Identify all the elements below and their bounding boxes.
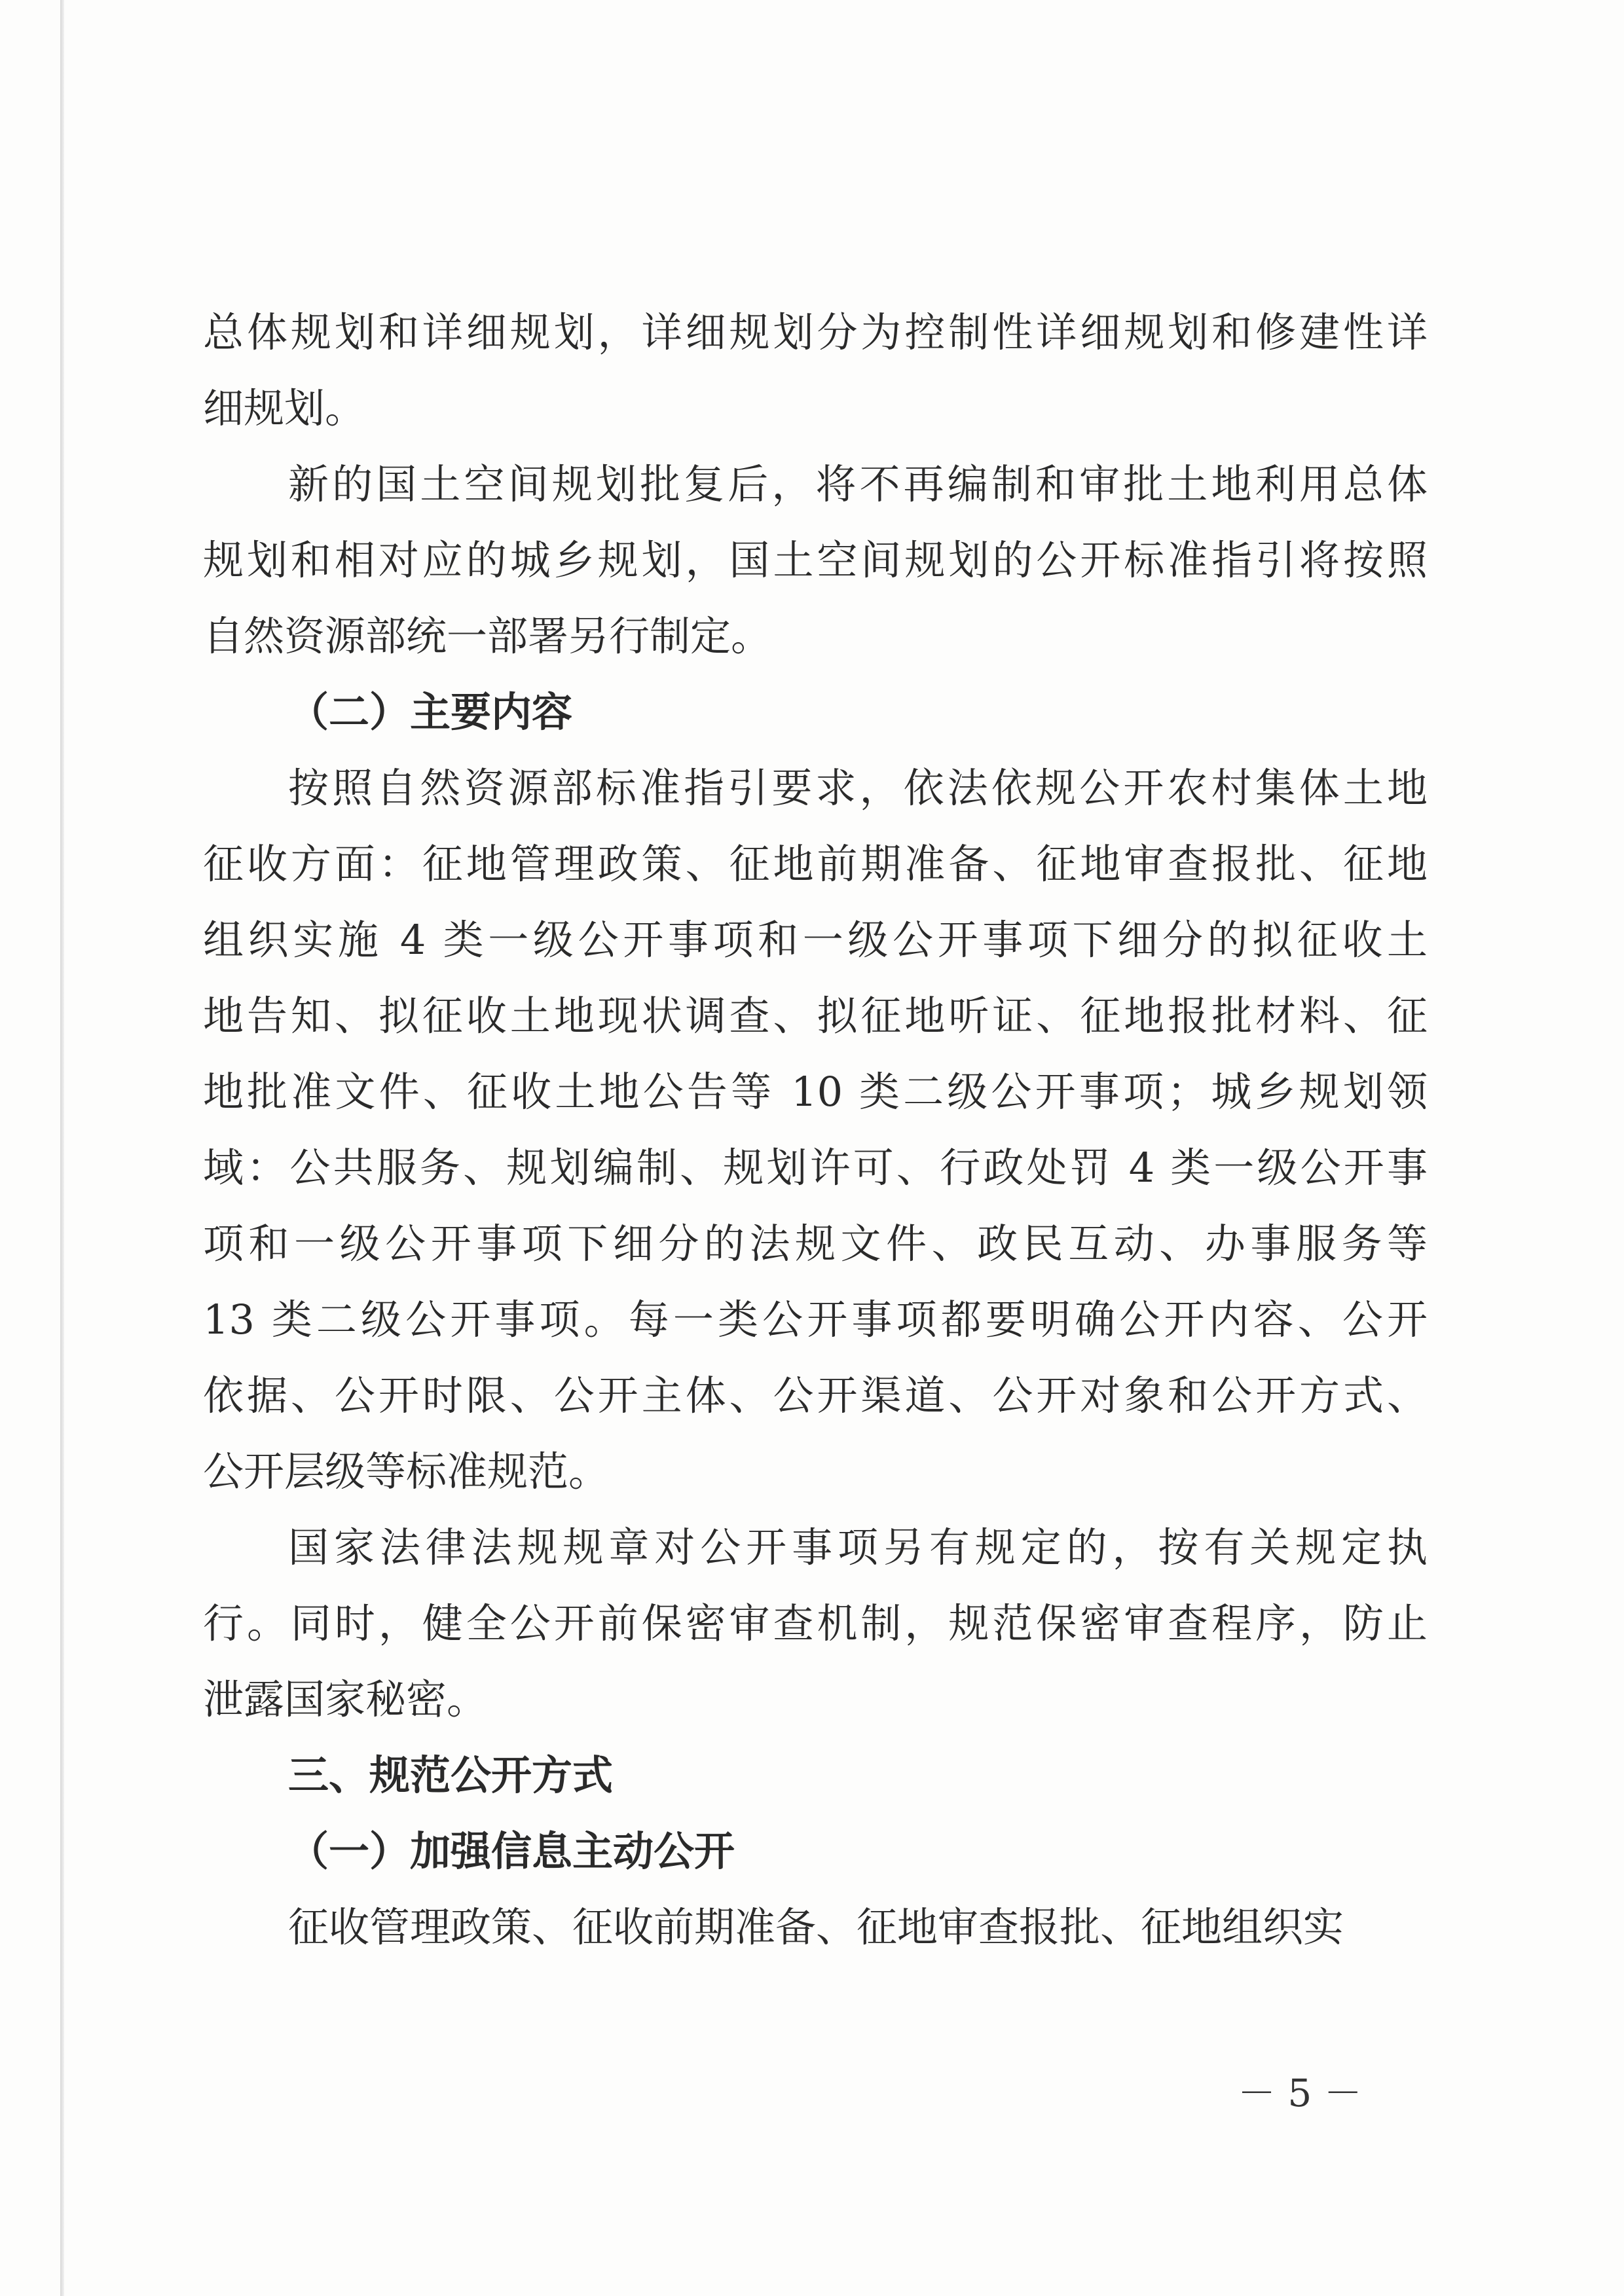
text-line: 新的国土空间规划批复后，将不再编制和审批土地利用总体	[288, 460, 1428, 508]
document-body	[203, 295, 1428, 1965]
text-line: 域：公共服务、规划编制、规划许可、行政处罚 4 类一级公开事	[203, 1144, 1428, 1192]
text-line: 项和一级公开事项下细分的法规文件、政民互动、办事服务等	[203, 1220, 1428, 1267]
text-line: 规划和相对应的城乡规划，国土空间规划的公开标准指引将按照	[203, 536, 1428, 584]
text-line: 13 类二级公开事项。每一类公开事项都要明确公开内容、公开	[203, 1296, 1428, 1343]
text-line: 行。同时，健全公开前保密审查机制，规范保密审查程序，防止	[203, 1599, 1428, 1647]
text-line: 按照自然资源部标准指引要求，依法依规公开农村集体土地	[288, 764, 1428, 812]
text-line: 组织实施 4 类一级公开事项和一级公开事项下细分的拟征收土	[203, 916, 1428, 964]
text-line: 地告知、拟征收土地现状调查、拟征地听证、征地报批材料、征	[203, 992, 1428, 1040]
text-line: 国家法律法规规章对公开事项另有规定的，按有关规定执	[288, 1523, 1428, 1571]
text-line: 征收方面：征地管理政策、征地前期准备、征地审查报批、征地	[203, 840, 1428, 888]
text-line: 细规划。	[203, 384, 366, 432]
section-heading: （二）主要内容	[288, 688, 573, 736]
section-heading: （一）加强信息主动公开	[288, 1827, 735, 1875]
page-number: － 5 －	[1238, 2071, 1362, 2115]
text-line: 自然资源部统一部署另行制定。	[203, 612, 772, 660]
text-line: 泄露国家秘密。	[203, 1675, 488, 1723]
text-line: 地批准文件、征收土地公告等 10 类二级公开事项；城乡规划领	[203, 1068, 1428, 1116]
text-line: 总体规划和详细规划，详细规划分为控制性详细规划和修建性详	[203, 308, 1428, 356]
scan-edge-shadow	[60, 0, 64, 2296]
text-line: 公开层级等标准规范。	[203, 1448, 610, 1495]
text-line: 依据、公开时限、公开主体、公开渠道、公开对象和公开方式、	[203, 1372, 1428, 1419]
chapter-heading: 三、规范公开方式	[288, 1751, 614, 1799]
text-line: 征收管理政策、征收前期准备、征地审查报批、征地组织实	[288, 1903, 1344, 1951]
